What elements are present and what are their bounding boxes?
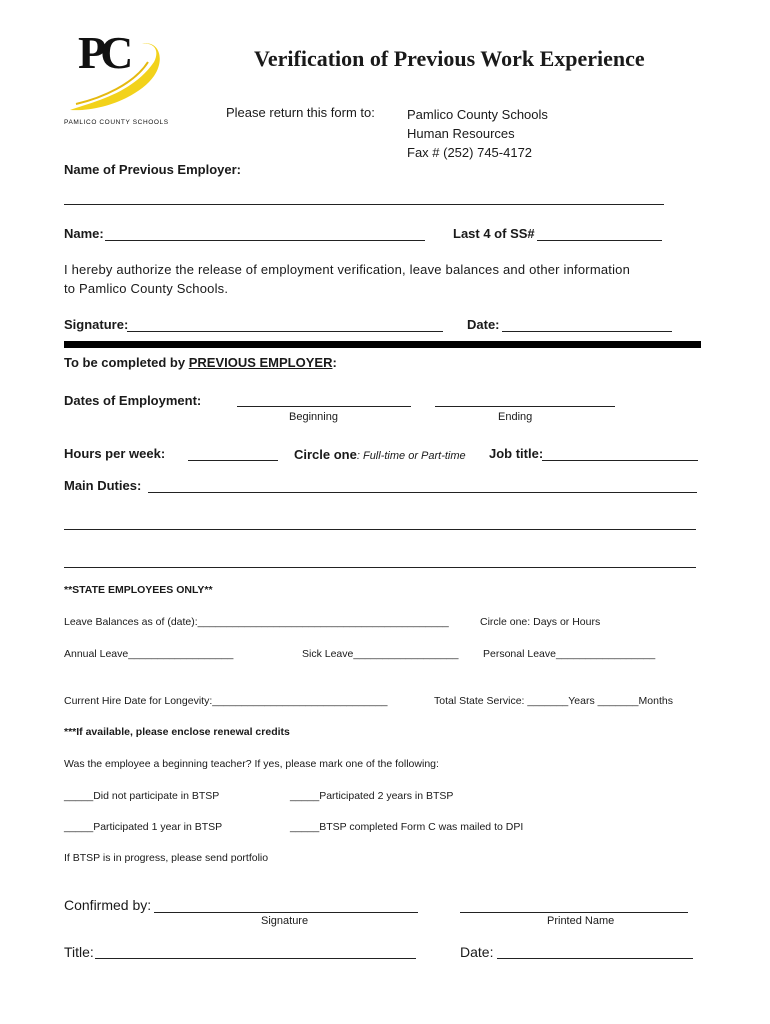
begin-date-field[interactable] <box>237 406 411 407</box>
duties-field-3[interactable] <box>64 567 696 568</box>
authorization-line: to Pamlico County Schools. <box>64 281 229 296</box>
job-title-field[interactable] <box>542 460 698 461</box>
circle-one-group <box>294 446 466 464</box>
prev-employer-label: Name of Previous Employer: <box>64 162 241 177</box>
personal-leave[interactable]: Personal Leave_________________ <box>483 648 656 660</box>
hours-field[interactable] <box>188 460 278 461</box>
heading-emph: PREVIOUS EMPLOYER <box>188 355 333 370</box>
name-field[interactable] <box>105 240 425 241</box>
employer-section-heading <box>64 355 337 370</box>
beginning-caption: Beginning <box>289 411 338 423</box>
signature-field[interactable] <box>127 331 443 332</box>
return-address-line: Pamlico County Schools <box>407 107 548 122</box>
prev-employer-field[interactable] <box>64 204 664 205</box>
btsp-option-2[interactable]: _____Participated 2 years in BTSP <box>290 790 454 802</box>
return-address-line: Human Resources <box>407 126 515 141</box>
logo-org-name: PAMLICO COUNTY SCHOOLS <box>64 119 169 126</box>
state-heading: **STATE EMPLOYEES ONLY** <box>64 584 213 596</box>
section-divider <box>64 341 701 348</box>
circle-options: : Full-time or Part-time <box>356 450 466 462</box>
circle-units: Circle one: Days or Hours <box>480 616 601 628</box>
duties-label: Main Duties: <box>64 478 142 493</box>
printed-name-caption: Printed Name <box>547 915 615 927</box>
circle-label: Circle one <box>294 447 357 462</box>
return-address-line: Fax # (252) 745-4172 <box>407 145 533 160</box>
btsp-option-1[interactable]: _____Did not participate in BTSP <box>64 790 220 802</box>
authorization-line: I hereby authorize the release of employment verification, leave balances and other information <box>64 262 631 277</box>
confirm-printed-name-field[interactable] <box>460 912 688 913</box>
date-label: Date: <box>467 317 500 332</box>
authorization-text <box>64 260 630 298</box>
btsp-option-4[interactable]: _____BTSP completed Form C was mailed to DPI <box>290 821 524 833</box>
return-address <box>407 105 548 162</box>
title-field[interactable] <box>95 958 416 959</box>
beginning-teacher-question: Was the employee a beginning teacher? If yes, please mark one of the following: <box>64 758 439 770</box>
duties-field-1[interactable] <box>148 492 697 493</box>
heading-suffix: : <box>332 355 337 370</box>
confirm-date-label: Date: <box>460 944 494 960</box>
title-label: Title: <box>64 944 94 960</box>
ending-caption: Ending <box>498 411 533 423</box>
annual-leave[interactable]: Annual Leave__________________ <box>64 648 234 660</box>
name-label: Name: <box>64 226 104 241</box>
return-label: Please return this form to: <box>226 105 375 120</box>
hire-date[interactable]: Current Hire Date for Longevity:______________________________ <box>64 695 388 707</box>
btsp-option-3[interactable]: _____Participated 1 year in BTSP <box>64 821 223 833</box>
total-service[interactable]: Total State Service: _______Years _______Months <box>434 695 673 707</box>
heading-prefix: To be completed by <box>64 355 189 370</box>
portfolio-note: If BTSP is in progress, please send portfolio <box>64 852 269 864</box>
duties-field-2[interactable] <box>64 529 696 530</box>
sick-leave[interactable]: Sick Leave__________________ <box>302 648 459 660</box>
logo-letters: PC <box>78 27 128 78</box>
leave-asof[interactable]: Leave Balances as of (date):___________________________________________ <box>64 616 449 628</box>
end-date-field[interactable] <box>435 406 615 407</box>
confirmed-by-label: Confirmed by: <box>64 897 152 913</box>
page-title: Verification of Previous Work Experience <box>254 46 645 71</box>
job-title-label: Job title: <box>489 446 544 461</box>
renewal-note: ***If available, please enclose renewal credits <box>64 726 290 738</box>
hours-label: Hours per week: <box>64 446 166 461</box>
confirm-date-field[interactable] <box>497 958 693 959</box>
dates-label: Dates of Employment: <box>64 393 202 408</box>
ssn-label: Last 4 of SS# <box>453 226 535 241</box>
signature-label: Signature: <box>64 317 129 332</box>
logo <box>62 27 172 132</box>
signature-caption: Signature <box>261 915 309 927</box>
date-field[interactable] <box>502 331 672 332</box>
ssn-field[interactable] <box>537 240 662 241</box>
confirm-signature-field[interactable] <box>154 912 418 913</box>
